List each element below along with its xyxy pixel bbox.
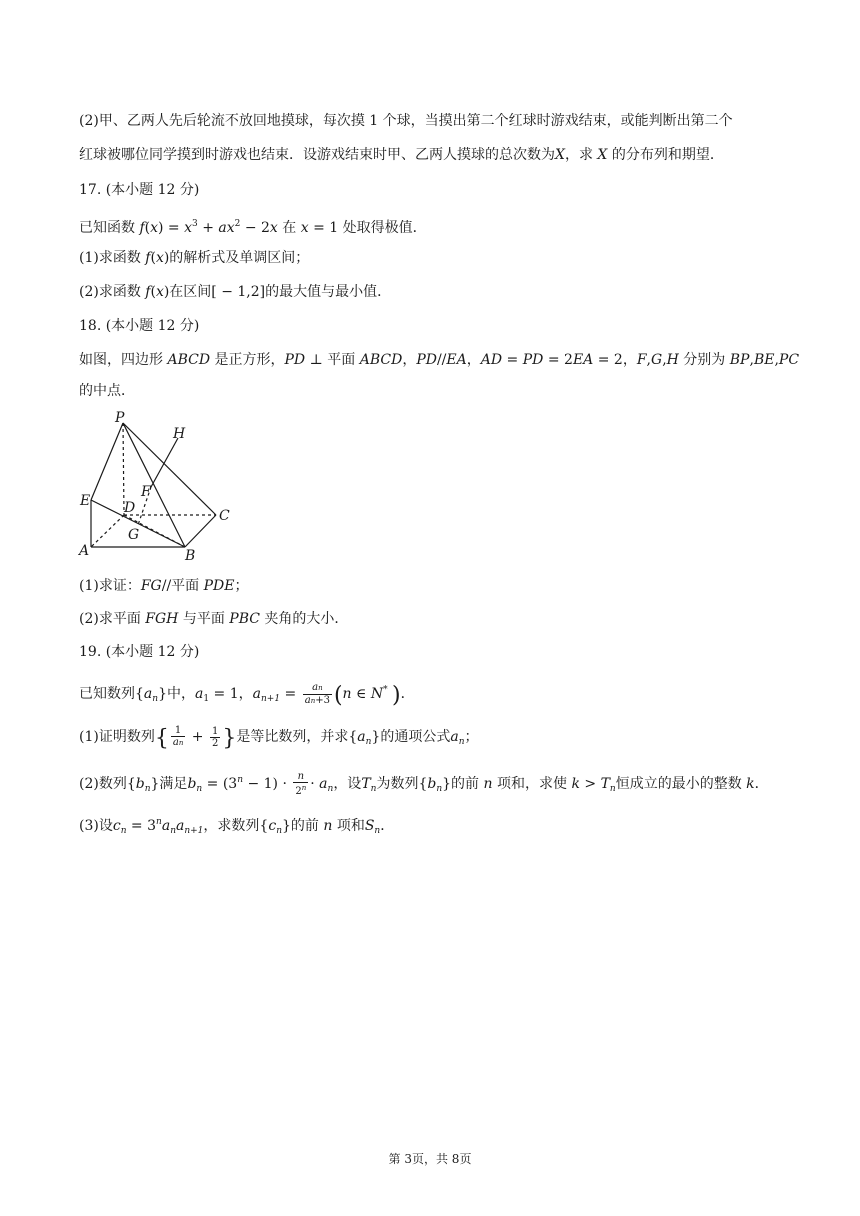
edge-DA: [91, 515, 124, 547]
edge-BC: [185, 515, 216, 547]
q19-part1: (1)证明数列{ $\frac{1}{an}$ + $\frac{1}{2}$ }是等比数列，并求$\{a_n\}$的通项公式$a_n$；: [79, 725, 479, 751]
edge-PA: [91, 423, 123, 500]
q18-header: 18. (本小题 12 分): [79, 318, 200, 334]
q16-part2-line2: 红球被哪位同学摸到时游戏也结束．设游戏结束时甲、乙两人摸球的总次数为X，求 X 的分布列和期望．: [79, 147, 724, 163]
edge-HF: [151, 438, 178, 487]
q17-part2: (2)求函数 f(x)在区间[ − 1,2]的最大值与最小值．: [79, 284, 392, 300]
q18-part1: (1)求证：FG//平面 PDE；: [79, 578, 249, 594]
edge-PC: [123, 423, 216, 515]
q16-part2-line1: (2)甲、乙两人先后轮流不放回地摸球，每次摸 1 个球，当摸出第二个红球时游戏结束，或能判断出第二个: [79, 113, 733, 129]
geometry-figure: [76, 410, 246, 565]
label-F: F: [141, 484, 151, 500]
q19-header: 19. (本小题 12 分): [79, 644, 200, 660]
label-B: B: [185, 548, 196, 564]
label-E: E: [80, 493, 91, 509]
q17-stem: 已知函数 $f(x) = x^3 + ax^2 - 2x$ 在 x = 1 处取得极值．: [79, 219, 427, 236]
page-footer: 第 3页，共 8页: [388, 1152, 472, 1166]
label-A: A: [79, 543, 90, 559]
q19-stem: 已知数列$\{a_n\}$中，$a_1 = 1$，$a_{n+1}$ = $\frac{an}{an+3}$ (n ∈ N* )．: [79, 681, 415, 708]
q19-part2: (2)数列$\{b_n\}$满足$b_n = (3^n - 1)$ · $\frac{n}{2^n}$ · $a_n$，设$T_n$为数列$\{b_n\}$的前 n 项和，求使 $k > T_n$恒成立的最小的整数 k．: [79, 771, 769, 797]
label-H: H: [173, 426, 186, 442]
q18-stem-line1: 如图，四边形 ABCD 是正方形，PD ⊥ 平面 ABCD，PD//EA，AD = PD = 2EA = 2，F,G,H 分别为 BP,BE,PC: [79, 352, 800, 368]
q18-stem-line2: 的中点．: [79, 383, 135, 399]
label-D: D: [124, 500, 136, 516]
label-C: C: [219, 508, 230, 524]
q17-part1: (1)求函数 f(x)的解析式及单调区间；: [79, 250, 310, 266]
q18-part2: (2)求平面 FGH 与平面 PBC 夹角的大小．: [79, 611, 349, 627]
label-P: P: [115, 410, 125, 426]
q17-header: 17. (本小题 12 分): [79, 182, 200, 198]
q19-part3: (3)设$c_n = 3^na_na_{n+1}$，求数列$\{c_n\}$的前 n 项和$S_n$．: [79, 817, 395, 836]
label-G: G: [128, 527, 140, 543]
